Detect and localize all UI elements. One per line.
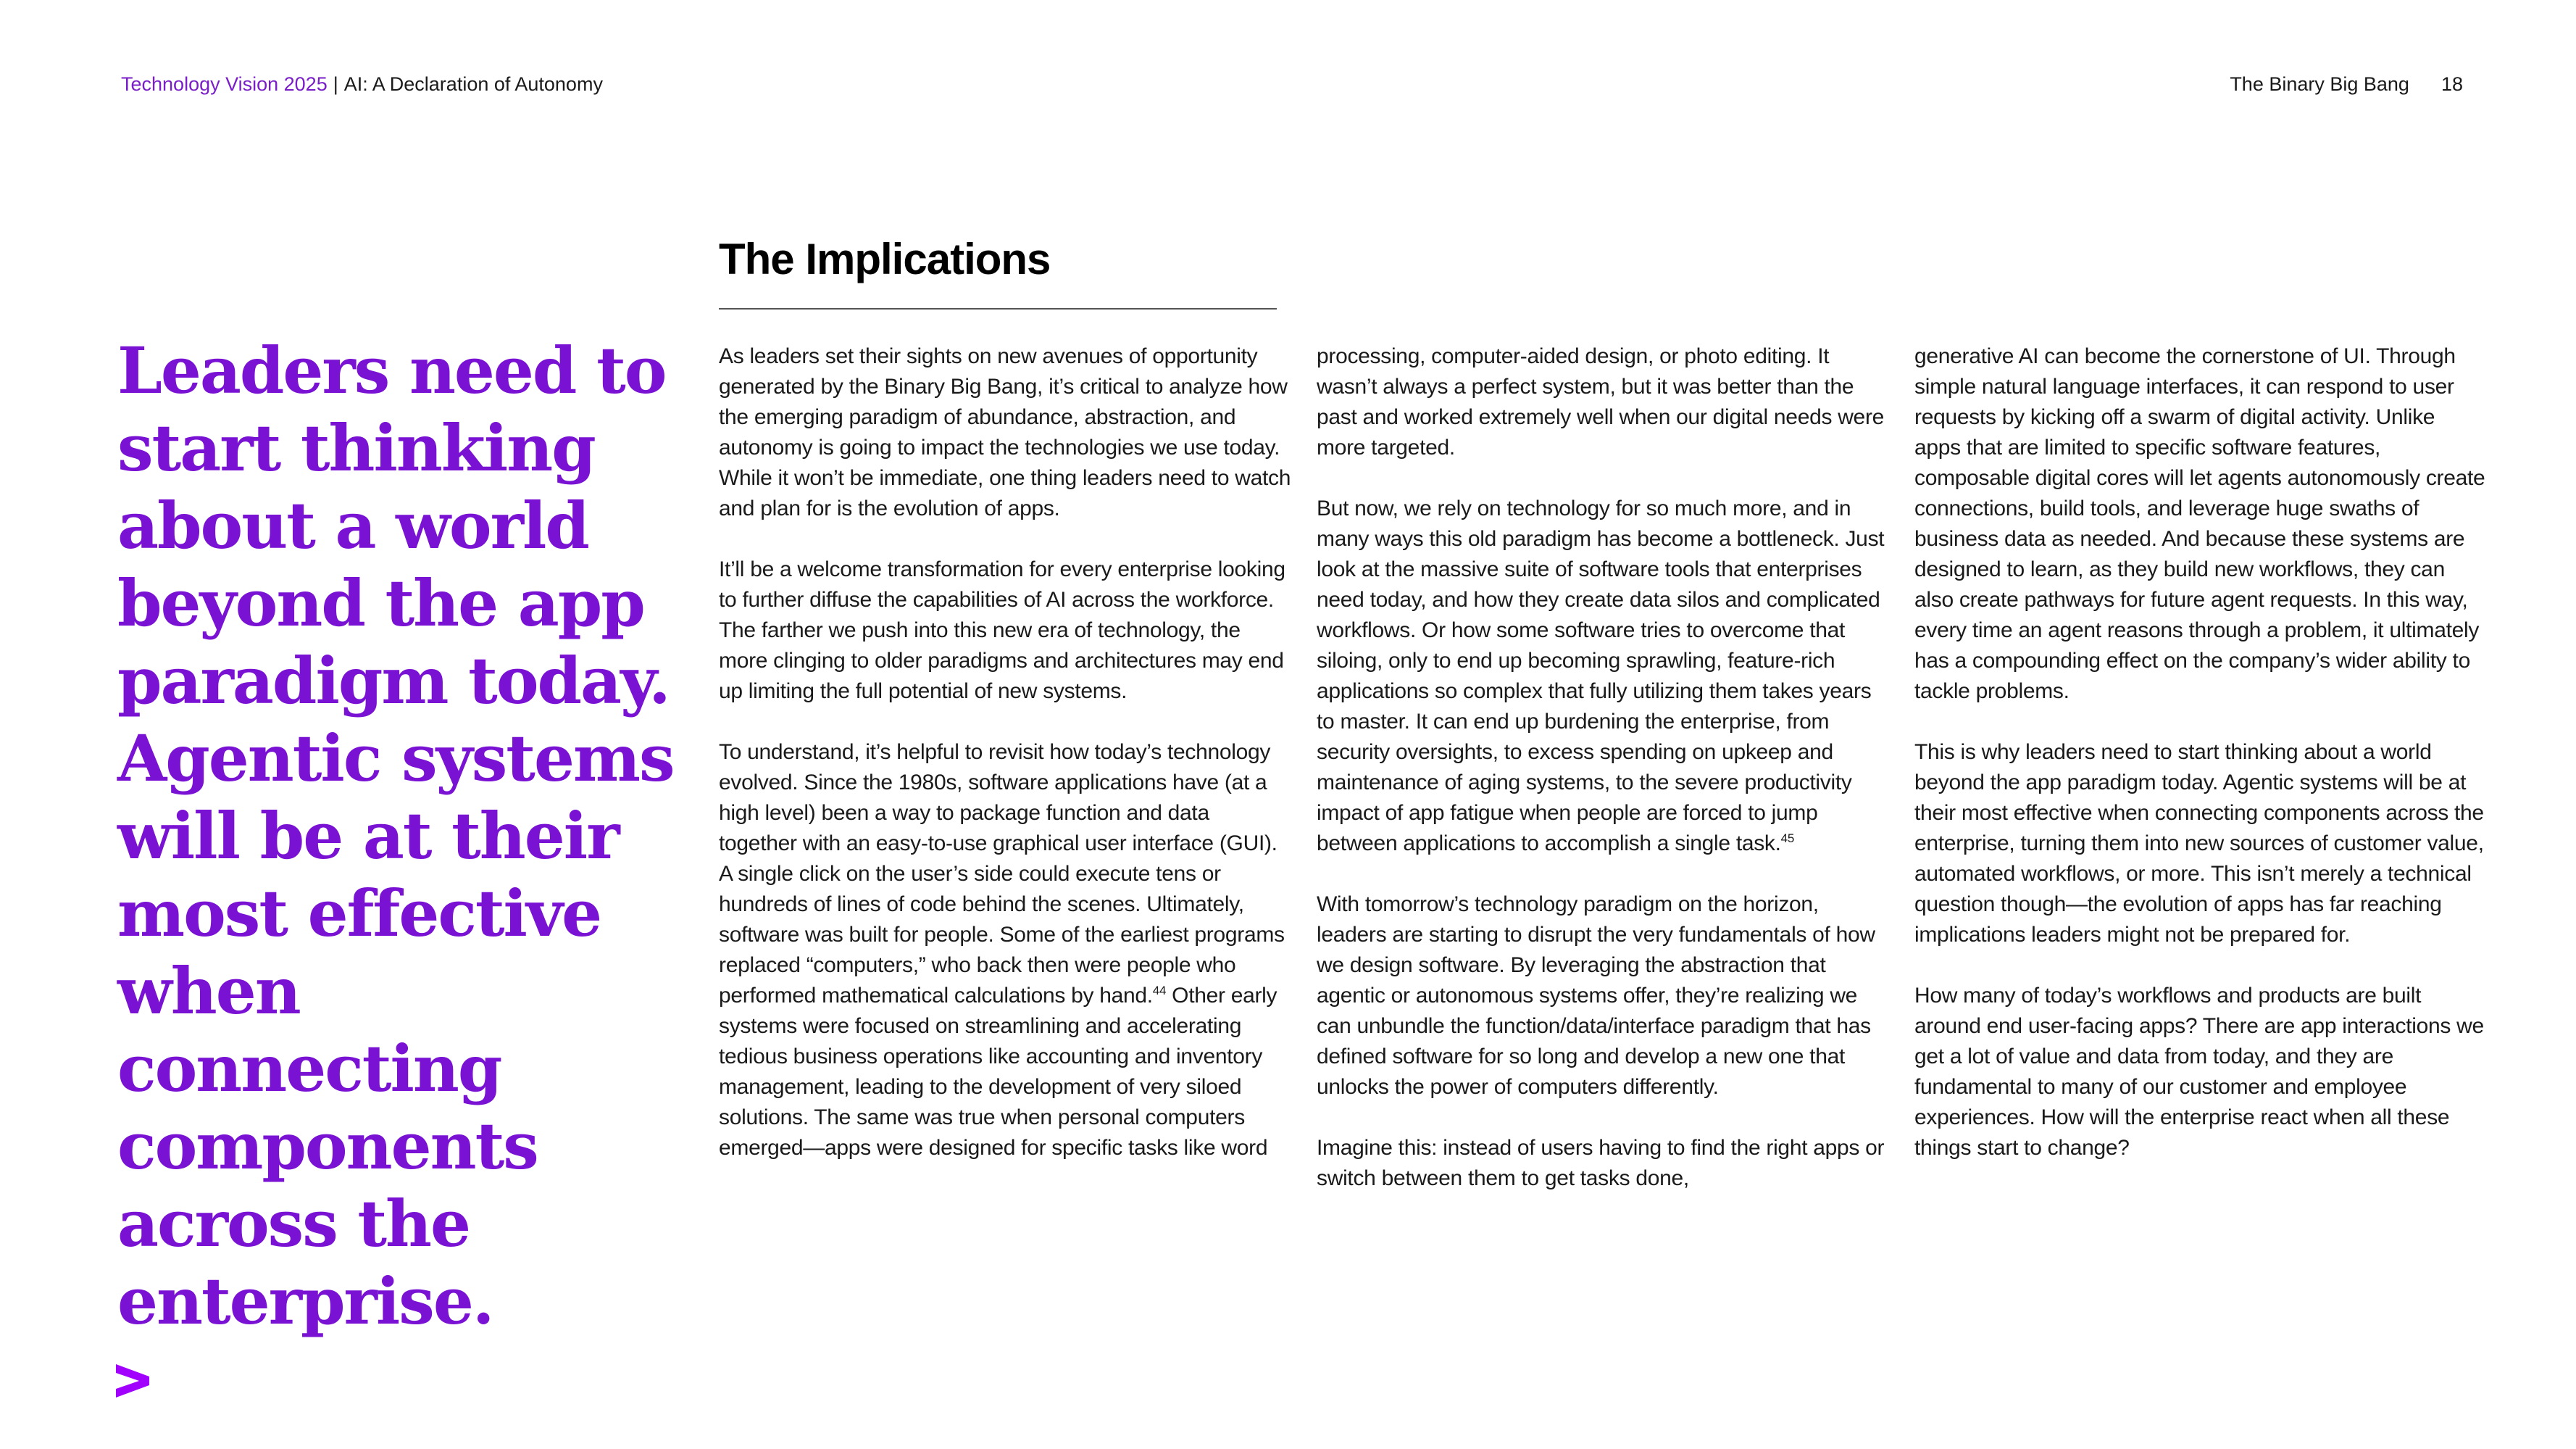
paragraph: processing, computer-aided design, or photo editing. It wasn’t always a perfect system, but it was better than the past and worked extremely well when our digital needs were more targeted. (1317, 344, 1885, 460)
paragraph (719, 737, 1291, 1163)
paragraph: Imagine this: instead of users having to find the right apps or switch between them to get tasks done, (1317, 1136, 1885, 1190)
paragraph (1317, 494, 1889, 859)
paragraph: generative AI can become the cornerstone of UI. Through simple natural language interfaces, it can respond to user requests by kicking off a swarm of digital activity. Unlike apps that are limited to specific software features, composable digital cores will let agents autonomously create connections, build tools, and leverage huge swaths of business data as needed. And because these systems are designed to learn, as they build new workflows, they can also create pathways for future agent requests. In this way, every time an agent reasons through a problem, it ultimately has a compounding effect on the company’s wider ability to tackle problems. (1914, 344, 2485, 703)
header-left (121, 70, 603, 99)
paragraph-text: But now, we rely on technology for so much more, and in many ways this old paradigm has become a bottleneck. Just look at the massive suite of software tools that enterprises need today, and how they create data silos and complicated workflows. Or how some software tries to overcome that siloing, only to end up becoming sprawling, feature-rich applications so complex that fully utilizing them takes years to master. It can end up burdening the enterprise, from security oversights, to excess spending on upkeep and maintenance of aging systems, to the severe productivity impact of app fatigue when people are forced to jump between applications to accomplish a single task. (1317, 497, 1885, 855)
header-document-title: AI: A Declaration of Autonomy (343, 73, 603, 95)
header-section-name: The Binary Big Bang (2230, 73, 2409, 95)
pull-quote: Leaders need to start thinking about a world beyond the app paradigm today. Agentic systems will be at their most effective when connecting components across the enterprise. (117, 333, 674, 1339)
paragraph: How many of today’s workflows and products are built around end user-facing apps? There are app interactions we get a lot of value and data from today, and they are fundamental to many of our customer and employee experiences. How will the enterprise react when all these things start to change? (1914, 984, 2484, 1160)
paragraph-text: Other early systems were focused on streamlining and accelerating tedious business operations like accounting and inventory management, leading to the development of very siloed solutions. The same was true when personal computers emerged—apps were designed for specific tasks like word (719, 984, 1277, 1160)
paragraph: As leaders set their sights on new avenues of opportunity generated by the Binary Big Bang, it’s critical to analyze how the emerging paradigm of abundance, abstraction, and autonomy is going to impact the technologies we use today. While it won’t be immediate, one thing leaders need to watch and plan for is the evolution of apps. (719, 344, 1291, 520)
page-header (121, 70, 2463, 99)
title-divider (719, 308, 1277, 310)
body-column-1 (719, 341, 1291, 1163)
paragraph: This is why leaders need to start thinking about a world beyond the app paradigm today. Agentic systems will be at their most effective when connecting components across the enterprise, turning them into new sources of customer value, automated workflows, or more. This isn’t merely a technical question though—the evolution of apps has far reaching implications leaders might not be prepared for. (1914, 740, 2484, 947)
page-number: 18 (2440, 73, 2463, 95)
logo-chevron-shape (116, 1364, 149, 1398)
paragraph: It’ll be a welcome transformation for every enterprise looking to further diffuse the capabilities of AI across the workforce. The farther we push into this new era of technology, the more clinging to older paradigms and architectures may end up limiting the full potential of new systems. (719, 557, 1285, 703)
body-column-3 (1914, 341, 2487, 1163)
footnote-ref-44: 44 (1152, 984, 1167, 997)
header-brand: Technology Vision 2025 (121, 73, 328, 95)
header-separator: | (333, 73, 338, 95)
paragraph: With tomorrow’s technology paradigm on the horizon, leaders are starting to disrupt the very fundamentals of how we design software. By leveraging the abstraction that agentic or autonomous systems offer, they’re realizing we can unbundle the function/data/interface paradigm that has defined software for so long and develop a new one that unlocks the power of computers differently. (1317, 892, 1875, 1099)
header-right (2230, 70, 2463, 99)
body-column-2 (1317, 341, 1889, 1194)
section-title: The Implications (719, 235, 1051, 283)
paragraph-text: To understand, it’s helpful to revisit how today’s technology evolved. Since the 1980s, software applications have (at a high level) been a way to package function and data together with an easy-to-use graphical user interface (GUI). A single click on the user’s side could execute tens or hundreds of lines of code behind the scenes. Ultimately, software was built for people. Some of the earliest programs replaced “computers,” who back then were people who performed mathematical calculations by hand. (719, 740, 1285, 1008)
accenture-chevron-icon (114, 1364, 151, 1398)
footnote-ref-45: 45 (1780, 831, 1794, 845)
